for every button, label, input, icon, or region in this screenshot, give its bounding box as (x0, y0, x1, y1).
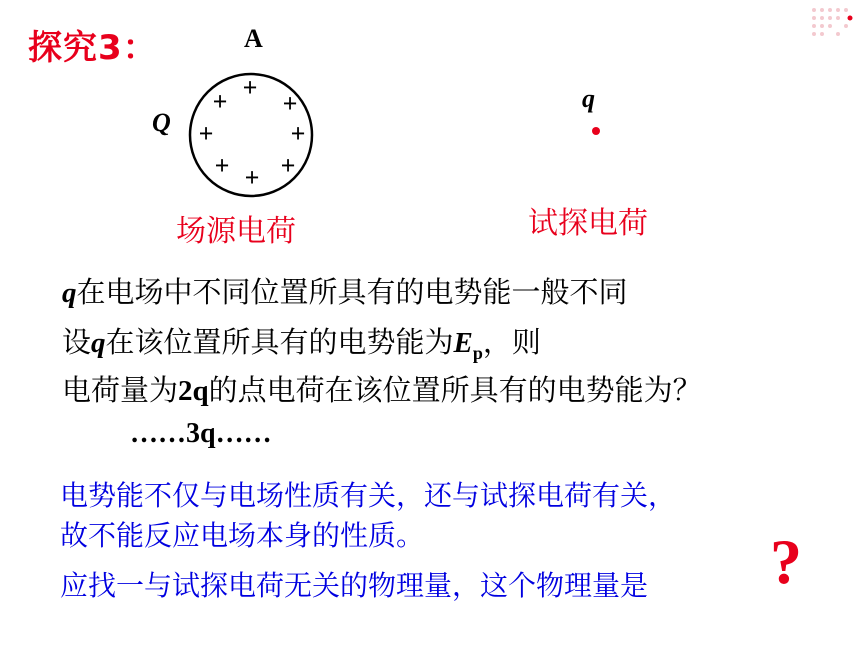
test-charge-symbol: q (582, 84, 595, 113)
plus-sign: + (244, 163, 260, 192)
line2-middle: 在该位置所具有的电势能为 (105, 325, 454, 359)
source-charge-symbol: Q (152, 108, 171, 137)
text-line-1 (62, 270, 628, 311)
text-line-2 (62, 320, 541, 364)
ep-subscript: p (472, 342, 483, 363)
conclusion-line-1: 电势能不仅与电场性质有关，还与试探电荷有关， (60, 479, 677, 512)
plus-sign: + (282, 89, 298, 118)
line2-prefix: 设 (62, 325, 92, 359)
line3-prefix: 电荷量为 (62, 373, 179, 407)
line3-suffix: 的点电荷在该位置所具有的电势能为？ (208, 373, 702, 407)
q-symbol: q (62, 277, 77, 309)
charge-2q: 2q (178, 375, 209, 407)
ep-symbol: E (453, 327, 473, 359)
source-charge-caption: 场源电荷 (176, 214, 296, 249)
plus-sign: + (212, 87, 228, 116)
test-charge-caption: 试探电荷 (528, 206, 648, 241)
point-a-label: A (244, 24, 263, 53)
conclusion-line-2: 故不能反应电场本身的性质。 (60, 519, 425, 552)
conclusion-line-3: 应找一与试探电荷无关的物理量，这个物理量是 (60, 569, 649, 602)
source-charge-sphere (186, 70, 316, 200)
plus-sign: + (290, 119, 306, 148)
question-mark: ? (770, 526, 802, 597)
line2-suffix: ，则 (482, 325, 541, 359)
plus-sign: + (280, 151, 296, 180)
text-line-3 (62, 368, 702, 409)
decorative-dots (808, 4, 856, 44)
line1-text: 在电场中不同位置所具有的电势能一般不同 (76, 275, 628, 309)
slide-title: 探究3： (28, 28, 158, 68)
test-charge-dot (592, 127, 600, 135)
text-line-4: ……3q…… (130, 418, 272, 449)
q-symbol: q (91, 327, 106, 359)
plus-sign: + (198, 119, 214, 148)
plus-sign: + (242, 73, 258, 102)
plus-sign: + (214, 151, 230, 180)
